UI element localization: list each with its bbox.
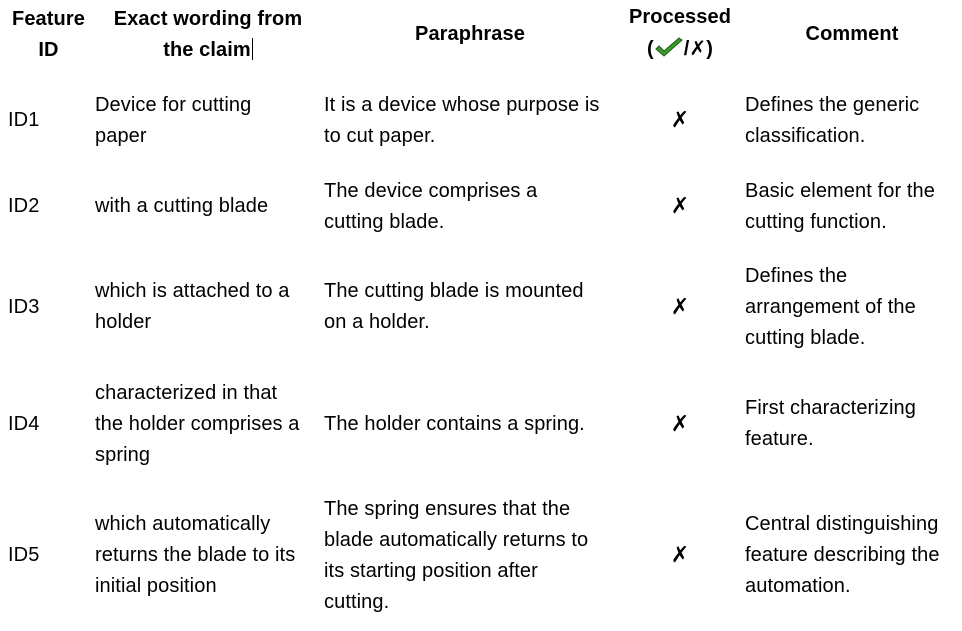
row1-paraphrase-line2: to cut paper. bbox=[324, 125, 436, 147]
row4-wording-line3: spring bbox=[95, 444, 151, 466]
row5-comment-line2: feature describing the bbox=[745, 544, 940, 566]
row4-id: ID4 bbox=[8, 413, 40, 435]
row5-processed-x-icon: ✗ bbox=[670, 543, 690, 568]
x-mark-icon: ✗ bbox=[689, 36, 707, 60]
row3-paraphrase-line1: The cutting blade is mounted bbox=[324, 280, 584, 302]
text-cursor bbox=[252, 38, 253, 60]
row4-comment-line1: First characterizing bbox=[745, 397, 916, 419]
row1-paraphrase bbox=[324, 90, 624, 152]
header-processed bbox=[620, 2, 740, 69]
row5-paraphrase-line3: its starting position after bbox=[324, 560, 538, 582]
row2-paraphrase-line1: The device comprises a bbox=[324, 180, 538, 202]
row5-comment-line3: automation. bbox=[745, 575, 851, 597]
row4-wording bbox=[95, 378, 320, 471]
header-processed-sep: / bbox=[683, 38, 690, 60]
row1-id: ID1 bbox=[8, 109, 40, 131]
row3-wording-line2: holder bbox=[95, 311, 152, 333]
row1-processed-x-icon: ✗ bbox=[670, 108, 690, 133]
header-exact-wording bbox=[98, 4, 318, 66]
header-feature-id-line2: ID bbox=[38, 39, 59, 61]
row2-comment bbox=[745, 176, 962, 238]
header-processed-open: ( bbox=[646, 38, 654, 60]
row2-processed-x-icon: ✗ bbox=[670, 194, 690, 219]
header-exact-wording-line1: Exact wording from bbox=[113, 8, 303, 30]
header-exact-wording-line2[interactable] bbox=[98, 35, 318, 66]
row2-comment-line2: cutting function. bbox=[745, 211, 887, 233]
row3-processed-x-icon: ✗ bbox=[670, 295, 690, 320]
row3-id: ID3 bbox=[8, 296, 40, 318]
header-processed-line2 bbox=[620, 33, 740, 69]
row1-paraphrase-line1: It is a device whose purpose is bbox=[324, 94, 600, 116]
row5-wording-line1: which automatically bbox=[95, 513, 271, 535]
row4-wording-line2: the holder comprises a bbox=[95, 413, 300, 435]
checkmark-icon bbox=[654, 37, 684, 69]
row5-comment bbox=[745, 509, 962, 602]
header-feature-id bbox=[0, 4, 97, 66]
row5-comment-line1: Central distinguishing bbox=[745, 513, 939, 535]
row1-wording-line1: Device for cutting bbox=[95, 94, 252, 116]
row2-paraphrase bbox=[324, 176, 624, 238]
row1-wording-line2: paper bbox=[95, 125, 147, 147]
row1-comment bbox=[745, 90, 962, 152]
row3-wording bbox=[95, 276, 320, 338]
row2-id: ID2 bbox=[8, 195, 40, 217]
row5-paraphrase bbox=[324, 494, 624, 618]
row3-paraphrase-line2: on a holder. bbox=[324, 311, 430, 333]
row5-wording-line2: returns the blade to its bbox=[95, 544, 296, 566]
header-exact-wording-line2-text: the claim bbox=[163, 39, 251, 61]
row2-wording bbox=[95, 191, 320, 222]
row1-wording bbox=[95, 90, 320, 152]
row4-paraphrase-line1: The holder contains a spring. bbox=[324, 413, 585, 435]
row5-paraphrase-line1: The spring ensures that the bbox=[324, 498, 571, 520]
row5-id: ID5 bbox=[8, 544, 40, 566]
header-processed-line1: Processed bbox=[628, 6, 732, 28]
row3-paraphrase bbox=[324, 276, 624, 338]
row2-comment-line1: Basic element for the bbox=[745, 180, 935, 202]
row3-comment-line2: arrangement of the bbox=[745, 296, 916, 318]
row4-paraphrase bbox=[324, 409, 624, 440]
header-processed-close: ) bbox=[706, 38, 714, 60]
row4-wording-line1: characterized in that bbox=[95, 382, 278, 404]
row3-comment bbox=[745, 261, 962, 354]
row5-paraphrase-line4: cutting. bbox=[324, 591, 390, 613]
row3-comment-line3: cutting blade. bbox=[745, 327, 866, 349]
row2-paraphrase-line2: cutting blade. bbox=[324, 211, 445, 233]
header-comment: Comment bbox=[805, 23, 899, 45]
row5-wording-line3: initial position bbox=[95, 575, 217, 597]
header-paraphrase: Paraphrase bbox=[415, 23, 525, 45]
header-feature-id-line1: Feature bbox=[12, 8, 85, 30]
row3-comment-line1: Defines the bbox=[745, 265, 848, 287]
row5-wording bbox=[95, 509, 320, 602]
row1-comment-line2: classification. bbox=[745, 125, 866, 147]
row4-processed-x-icon: ✗ bbox=[670, 412, 690, 437]
row2-wording-line1: with a cutting blade bbox=[95, 195, 269, 217]
row3-wording-line1: which is attached to a bbox=[95, 280, 290, 302]
row1-comment-line1: Defines the generic bbox=[745, 94, 920, 116]
row4-comment bbox=[745, 393, 962, 455]
row5-paraphrase-line2: blade automatically returns to bbox=[324, 529, 589, 551]
row4-comment-line2: feature. bbox=[745, 428, 814, 450]
